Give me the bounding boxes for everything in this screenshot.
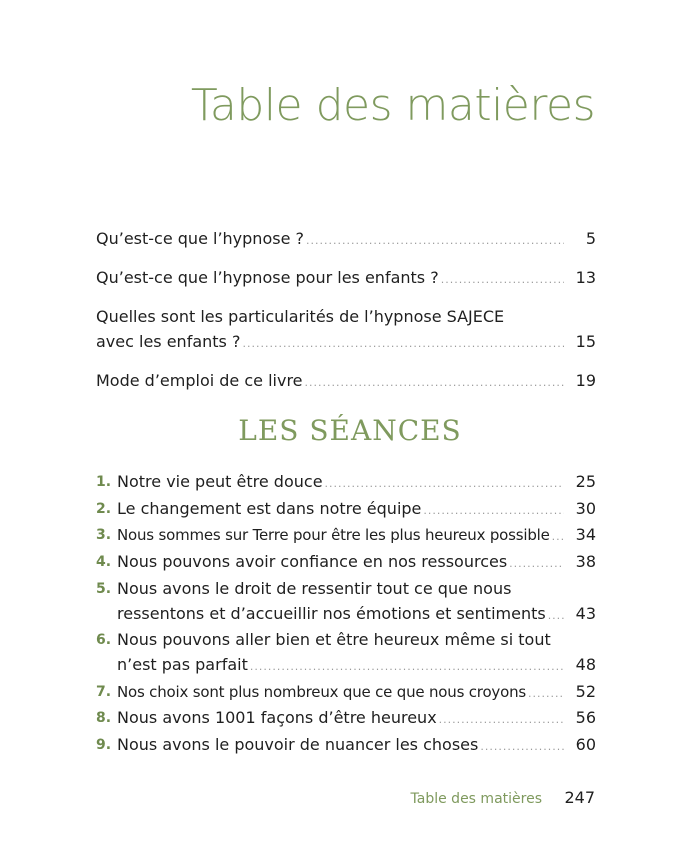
seance-title: n’est pas parfait <box>117 654 248 674</box>
toc-entry[interactable] <box>96 368 596 395</box>
seance-page: 56 <box>575 708 596 728</box>
dot-leader <box>305 370 564 395</box>
dot-leader <box>480 735 564 760</box>
seance-title-line1: Nous pouvons aller bien et être heureux même si tout <box>117 630 551 650</box>
seance-number: 7. <box>96 683 112 700</box>
seance-title: Le changement est dans notre équipe <box>117 498 422 518</box>
toc-entry-title: Mode d’emploi de ce livre <box>96 371 303 390</box>
seance-page: 52 <box>575 681 596 701</box>
footer-page-number: 247 <box>564 788 595 807</box>
dot-leader <box>509 552 564 577</box>
toc-entry-page: 19 <box>575 371 596 390</box>
seance-entry[interactable] <box>96 523 596 550</box>
seance-page: 38 <box>575 552 596 572</box>
dot-leader <box>242 331 564 356</box>
toc-entry[interactable] <box>96 265 596 292</box>
seance-number: 5. <box>96 580 112 597</box>
dot-leader <box>250 655 564 680</box>
toc-entry-page: 13 <box>575 268 596 287</box>
dot-leader <box>548 604 564 629</box>
toc-entry-title: avec les enfants ? <box>96 332 241 351</box>
dot-leader <box>325 472 564 497</box>
seance-page: 48 <box>575 654 596 674</box>
section-heading: LES SÉANCES <box>238 414 462 447</box>
seance-title: Nous pouvons avoir confiance en nos ressources <box>117 552 508 572</box>
page-title: Table des matières <box>190 80 595 131</box>
footer-section-label: Table des matières <box>410 791 542 807</box>
seances-toc <box>96 470 596 760</box>
seance-number: 1. <box>96 474 112 490</box>
page-footer <box>411 788 595 807</box>
seance-title: Nous sommes sur Terre pour être les plus heureux possible <box>117 526 550 545</box>
dot-leader <box>528 682 564 707</box>
toc-entry-title: Qu’est-ce que l’hypnose pour les enfants ? <box>96 268 439 287</box>
seance-entry[interactable] <box>96 577 596 628</box>
seance-title: Nous avons le pouvoir de nuancer les choses <box>117 735 479 755</box>
seance-title: Nos choix sont plus nombreux que ce que nous croyons <box>117 682 526 701</box>
toc-entry[interactable] <box>96 304 596 356</box>
dot-leader <box>439 708 564 733</box>
seance-number: 6. <box>96 632 112 649</box>
seance-entry[interactable] <box>96 706 596 733</box>
seance-number: 4. <box>96 554 112 571</box>
toc-entry-title-line1: Quelles sont les particularités de l’hypnose SAJECE <box>96 307 505 326</box>
seance-entry[interactable] <box>96 550 596 577</box>
seance-title: ressentons et d’accueillir nos émotions et sentiments <box>117 603 546 623</box>
toc-entry[interactable] <box>96 226 596 253</box>
dot-leader <box>441 267 564 292</box>
seance-entry[interactable] <box>96 733 596 760</box>
intro-toc <box>96 226 596 407</box>
seance-page: 34 <box>575 525 596 545</box>
dot-leader <box>306 228 564 253</box>
seance-number: 2. <box>96 500 112 517</box>
seance-entry[interactable] <box>96 628 596 679</box>
seance-page: 43 <box>575 603 596 623</box>
dot-leader <box>423 499 564 524</box>
seance-title: Notre vie peut être douce <box>117 472 323 491</box>
seance-page: 60 <box>575 735 596 755</box>
seance-entry[interactable] <box>96 470 596 497</box>
toc-entry-page: 15 <box>575 332 596 351</box>
seance-number: 8. <box>96 710 112 727</box>
seance-entry[interactable] <box>96 497 596 524</box>
seance-page: 25 <box>575 472 596 491</box>
toc-entry-title: Qu’est-ce que l’hypnose ? <box>96 229 304 248</box>
dot-leader <box>552 525 564 550</box>
seance-number: 9. <box>96 737 112 754</box>
seance-number: 3. <box>96 527 112 544</box>
seance-entry[interactable] <box>96 680 596 707</box>
seance-page: 30 <box>575 498 596 518</box>
seance-title: Nous avons 1001 façons d’être heureux <box>117 708 437 728</box>
toc-entry-page: 5 <box>585 229 596 248</box>
seance-title-line1: Nous avons le droit de ressentir tout ce que nous <box>117 578 512 598</box>
